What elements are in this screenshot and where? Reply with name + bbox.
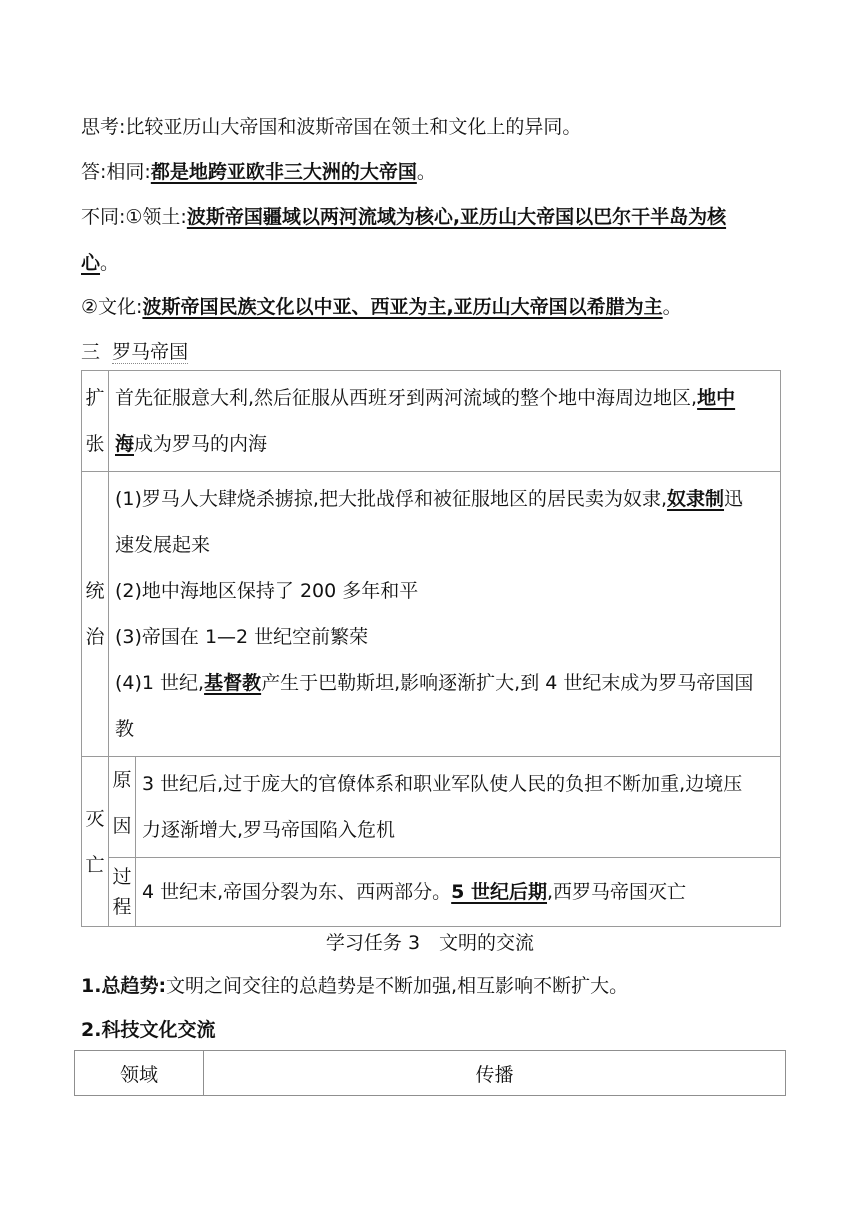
trend-paragraph: 1.总趋势:文明之间交往的总趋势是不断加强,相互影响不断扩大。 <box>81 975 629 997</box>
task-heading: 学习任务 3 文明的交流 <box>325 932 535 954</box>
row-header-expand: 扩 张 <box>82 371 109 472</box>
sub-header-cause: 原 因 <box>109 757 136 858</box>
table-row-rule <box>82 472 781 757</box>
table-row-fall-process <box>82 858 781 927</box>
rome-table <box>81 370 781 927</box>
answer-same: 答:相同:都是地跨亚欧非三大洲的大帝国。 <box>81 161 436 183</box>
section-heading-rome: 三 罗马帝国 <box>81 341 189 363</box>
column-header-field: 领域 <box>75 1051 204 1096</box>
expand-content: 首先征服意大利,然后征服从西班牙到两河流域的整个地中海周边地区,地中 海成为罗马的内海 <box>109 371 781 472</box>
fall-cause-content: 3 世纪后,过于庞大的官僚体系和职业军队使人民的负担不断加重,边境压 力逐渐增大,罗马帝国陷入危机 <box>136 757 781 858</box>
table-header-row <box>75 1051 786 1096</box>
answer-diff-culture: ②文化:波斯帝国民族文化以中亚、西亚为主,亚历山大帝国以希腊为主。 <box>81 296 682 318</box>
table-row-fall-cause <box>82 757 781 858</box>
exchange-heading: 2.科技文化交流 <box>81 1019 216 1041</box>
sub-header-process: 过 程 <box>109 858 136 927</box>
answer-diff-territory: 不同:①领土:波斯帝国疆域以两河流域为核心,亚历山大帝国以巴尔干半岛为核 <box>81 206 727 228</box>
column-header-spread: 传播 <box>204 1051 786 1096</box>
row-header-fall: 灭 亡 <box>82 757 109 927</box>
think-question: 思考:比较亚历山大帝国和波斯帝国在领土和文化上的异同。 <box>81 116 582 138</box>
answer-diff-territory-cont: 心。 <box>81 252 120 274</box>
rule-content: (1)罗马人大肆烧杀掳掠,把大批战俘和被征服地区的居民卖为奴隶,奴隶制迅 速发展起来 (2)地中海地区保持了 200 多年和平 (3)帝国在 1—2 世纪空前繁荣 (4)1 世纪,基督教产生于巴勒斯坦,影响逐渐扩大,到 4 世纪末成为罗马帝国国 教 <box>109 472 781 757</box>
row-header-rule: 统 治 <box>82 472 109 757</box>
fall-process-content: 4 世纪末,帝国分裂为东、西两部分。5 世纪后期,西罗马帝国灭亡 <box>136 858 781 927</box>
exchange-table <box>74 1050 786 1096</box>
table-row-expand <box>82 371 781 472</box>
